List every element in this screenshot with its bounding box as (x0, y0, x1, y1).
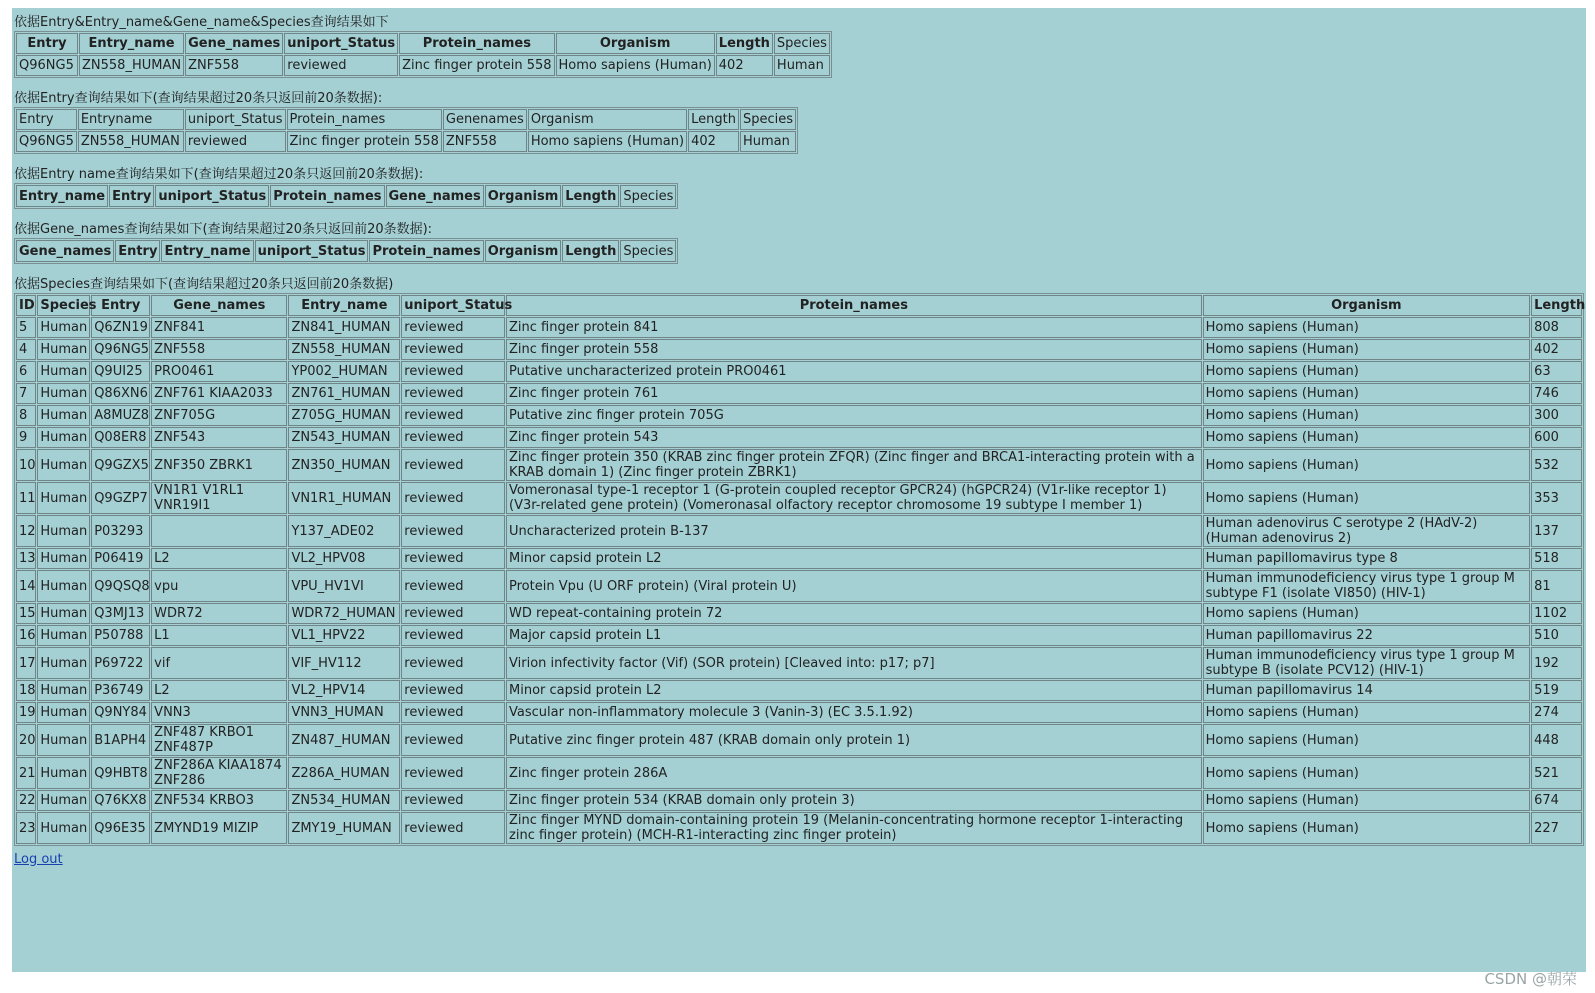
col-header: uniport_Status (155, 185, 269, 207)
cell-status: reviewed (401, 515, 505, 547)
cell-entry: Q9QSQ8 (91, 570, 150, 602)
cell-id: 6 (16, 361, 36, 382)
table-header-row (16, 185, 676, 207)
cell-entry: P69722 (91, 647, 150, 679)
cell-status: reviewed (401, 702, 505, 723)
cell-length: 532 (1531, 449, 1582, 481)
col-header: Gene_names (386, 185, 484, 207)
table-row (16, 131, 796, 152)
cell-gene-names: PRO0461 (151, 361, 287, 382)
cell-species: Human (37, 515, 90, 547)
result-page (12, 8, 1586, 972)
cell-organism: Homo sapiens (Human) (1203, 757, 1530, 789)
col-header: Organism (1203, 295, 1530, 316)
cell-gene-names: ZNF487 KRBO1 ZNF487P (151, 724, 287, 756)
cell-organism: Homo sapiens (Human) (556, 55, 715, 76)
section5-caption: 依据Species查询结果如下(查询结果超过20条只返回前20条数据) (14, 277, 394, 292)
cell-protein-names: Zinc finger protein 761 (506, 383, 1202, 404)
cell-gene-names: ZNF841 (151, 317, 287, 338)
table-row (16, 570, 1582, 602)
col-header: Entryname (78, 109, 184, 130)
cell-entry: Q96NG5 (91, 339, 150, 360)
col-header: Length (1531, 295, 1582, 316)
cell-protein-names: Minor capsid protein L2 (506, 680, 1202, 701)
cell-status: reviewed (401, 603, 505, 624)
section4-caption: 依据Gene_names查询结果如下(查询结果超过20条只返回前20条数据): (14, 222, 433, 237)
cell-id: 20 (16, 724, 36, 756)
cell-length: 402 (716, 55, 773, 76)
cell-status: reviewed (401, 449, 505, 481)
cell-gene-names: vpu (151, 570, 287, 602)
cell-gene-names: ZNF534 KRBO3 (151, 790, 287, 811)
col-header: Entry_name (288, 295, 400, 316)
cell-status: reviewed (401, 427, 505, 448)
cell-gene-names (151, 515, 287, 547)
cell-gene-names: ZNF705G (151, 405, 287, 426)
cell-entry-name: ZN558_HUMAN (288, 339, 400, 360)
cell-status: reviewed (401, 361, 505, 382)
cell-gene-names: VNN3 (151, 702, 287, 723)
cell-organism: Homo sapiens (Human) (1203, 790, 1530, 811)
cell-protein-names: Zinc finger protein 841 (506, 317, 1202, 338)
cell-entry-name: VPU_HV1VI (288, 570, 400, 602)
cell-entry-name: ZN487_HUMAN (288, 724, 400, 756)
cell-gene-names: vif (151, 647, 287, 679)
entry-query-table (14, 107, 798, 154)
cell-status: reviewed (401, 339, 505, 360)
cell-protein-names: Major capsid protein L1 (506, 625, 1202, 646)
cell-gene-names: VN1R1 V1RL1 VNR19I1 (151, 482, 287, 514)
cell-id: 12 (16, 515, 36, 547)
cell-entry: P06419 (91, 548, 150, 569)
cell-gene-names: ZNF558 (443, 131, 527, 152)
cell-organism: Homo sapiens (Human) (1203, 317, 1530, 338)
cell-species: Human (37, 603, 90, 624)
cell-entry-name: ZN543_HUMAN (288, 427, 400, 448)
table-row (16, 647, 1582, 679)
cell-gene-names: L1 (151, 625, 287, 646)
cell-species: Human (37, 570, 90, 602)
cell-status: reviewed (284, 55, 398, 76)
col-header: Species (774, 33, 830, 54)
col-header: Genenames (443, 109, 527, 130)
cell-entry: Q9HBT8 (91, 757, 150, 789)
table-row (16, 515, 1582, 547)
cell-species: Human (37, 625, 90, 646)
cell-status: reviewed (401, 317, 505, 338)
cell-organism: Homo sapiens (Human) (1203, 812, 1530, 844)
cell-entry: Q9GZX5 (91, 449, 150, 481)
cell-entry: P03293 (91, 515, 150, 547)
cell-length: 402 (1531, 339, 1582, 360)
col-header: Organism (485, 185, 562, 207)
cell-status: reviewed (185, 131, 286, 152)
cell-protein-names: Putative zinc finger protein 487 (KRAB domain only protein 1) (506, 724, 1202, 756)
cell-length: 1102 (1531, 603, 1582, 624)
col-header: Entry_name (161, 240, 253, 262)
col-header: Protein_names (369, 240, 483, 262)
cell-entry: P50788 (91, 625, 150, 646)
cell-protein-names: WD repeat-containing protein 72 (506, 603, 1202, 624)
cell-gene-names: ZNF558 (185, 55, 283, 76)
col-header: Species (37, 295, 90, 316)
cell-status: reviewed (401, 482, 505, 514)
cell-entry-name: Z705G_HUMAN (288, 405, 400, 426)
col-header: Entry (16, 109, 77, 130)
cell-protein-names: Zinc finger protein 534 (KRAB domain only protein 3) (506, 790, 1202, 811)
cell-id: 11 (16, 482, 36, 514)
cell-id: 9 (16, 427, 36, 448)
col-header: Protein_names (270, 185, 384, 207)
cell-length: 63 (1531, 361, 1582, 382)
cell-organism: Homo sapiens (Human) (1203, 405, 1530, 426)
cell-organism: Homo sapiens (Human) (1203, 339, 1530, 360)
cell-organism: Homo sapiens (Human) (1203, 482, 1530, 514)
cell-entry-name: YP002_HUMAN (288, 361, 400, 382)
cell-protein-names: Zinc finger protein 350 (KRAB zinc finger protein ZFQR) (Zinc finger and BRCA1-interacting protein with a KRAB domain 1) (Zinc finger protein ZBRK1) (506, 449, 1202, 481)
col-header: Species (620, 240, 676, 262)
cell-entry: Q9NY84 (91, 702, 150, 723)
cell-status: reviewed (401, 680, 505, 701)
cell-species: Human (740, 131, 796, 152)
cell-status: reviewed (401, 383, 505, 404)
watermark-text: CSDN @朝荣 (1484, 970, 1577, 988)
cell-protein-names: Zinc finger protein 543 (506, 427, 1202, 448)
col-header: Species (620, 185, 676, 207)
cell-id: 10 (16, 449, 36, 481)
cell-protein-names: Zinc finger protein 286A (506, 757, 1202, 789)
table-row (16, 812, 1582, 844)
cell-length: 300 (1531, 405, 1582, 426)
section2-caption: 依据Entry查询结果如下(查询结果超过20条只返回前20条数据): (14, 91, 383, 106)
cell-organism: Homo sapiens (Human) (528, 131, 687, 152)
cell-status: reviewed (401, 625, 505, 646)
cell-species: Human (37, 548, 90, 569)
col-header: Organism (528, 109, 687, 130)
col-header: Organism (485, 240, 562, 262)
gene-names-query-table (14, 238, 678, 264)
cell-gene-names: L2 (151, 548, 287, 569)
col-header: Entry (91, 295, 150, 316)
col-header: Protein_names (506, 295, 1202, 316)
table-row (16, 724, 1582, 756)
cell-status: reviewed (401, 724, 505, 756)
cell-entry-name: ZN558_HUMAN (79, 55, 184, 76)
table-header-row (16, 295, 1582, 316)
col-header: Length (716, 33, 773, 54)
cell-id: 18 (16, 680, 36, 701)
cell-gene-names: L2 (151, 680, 287, 701)
cell-entry-name: VL2_HPV14 (288, 680, 400, 701)
cell-id: 8 (16, 405, 36, 426)
cell-entry-name: VIF_HV112 (288, 647, 400, 679)
cell-length: 808 (1531, 317, 1582, 338)
table-row (16, 317, 1582, 338)
cell-length: 274 (1531, 702, 1582, 723)
col-header: Length (562, 240, 619, 262)
cell-length: 192 (1531, 647, 1582, 679)
table-row (16, 55, 830, 76)
cell-organism: Human papillomavirus 22 (1203, 625, 1530, 646)
cell-protein-names: Zinc finger protein 558 (506, 339, 1202, 360)
cell-entry: Q3MJ13 (91, 603, 150, 624)
table-row (16, 757, 1582, 789)
table-row (16, 427, 1582, 448)
table-row (16, 625, 1582, 646)
col-header: Gene_names (185, 33, 283, 54)
cell-species: Human (37, 812, 90, 844)
cell-entry-name: VN1R1_HUMAN (288, 482, 400, 514)
cell-entry-name: ZN558_HUMAN (78, 131, 184, 152)
cell-organism: Homo sapiens (Human) (1203, 603, 1530, 624)
cell-entry: Q96NG5 (16, 131, 77, 152)
col-header: ID (16, 295, 36, 316)
table-header-row (16, 33, 830, 54)
cell-species: Human (37, 724, 90, 756)
cell-length: 674 (1531, 790, 1582, 811)
col-header: Length (562, 185, 619, 207)
cell-gene-names: ZNF558 (151, 339, 287, 360)
cell-organism: Human immunodeficiency virus type 1 group M subtype B (isolate PCV12) (HIV-1) (1203, 647, 1530, 679)
cell-length: 600 (1531, 427, 1582, 448)
cell-length: 137 (1531, 515, 1582, 547)
cell-entry-name: Z286A_HUMAN (288, 757, 400, 789)
table-row (16, 790, 1582, 811)
cell-id: 7 (16, 383, 36, 404)
cell-gene-names: WDR72 (151, 603, 287, 624)
table-row (16, 449, 1582, 481)
cell-id: 19 (16, 702, 36, 723)
cell-length: 81 (1531, 570, 1582, 602)
cell-entry: Q86XN6 (91, 383, 150, 404)
col-header: Protein_names (399, 33, 554, 54)
cell-id: 13 (16, 548, 36, 569)
cell-species: Human (37, 383, 90, 404)
cell-protein-names: Minor capsid protein L2 (506, 548, 1202, 569)
cell-id: 14 (16, 570, 36, 602)
cell-id: 4 (16, 339, 36, 360)
table-row (16, 603, 1582, 624)
col-header: uniport_Status (284, 33, 398, 54)
col-header: Protein_names (287, 109, 442, 130)
cell-entry-name: VNN3_HUMAN (288, 702, 400, 723)
table-row (16, 383, 1582, 404)
cell-entry: B1APH4 (91, 724, 150, 756)
col-header: uniport_Status (185, 109, 286, 130)
cell-species: Human (37, 449, 90, 481)
table-row (16, 702, 1582, 723)
table-row (16, 405, 1582, 426)
cell-protein-names: Putative uncharacterized protein PRO0461 (506, 361, 1202, 382)
cell-entry-name: ZMY19_HUMAN (288, 812, 400, 844)
cell-status: reviewed (401, 570, 505, 602)
cell-organism: Homo sapiens (Human) (1203, 383, 1530, 404)
col-header: uniport_Status (255, 240, 369, 262)
cell-species: Human (37, 757, 90, 789)
cell-length: 746 (1531, 383, 1582, 404)
cell-organism: Homo sapiens (Human) (1203, 702, 1530, 723)
entry-name-query-table (14, 183, 678, 209)
cell-length: 353 (1531, 482, 1582, 514)
cell-id: 22 (16, 790, 36, 811)
cell-entry-name: VL1_HPV22 (288, 625, 400, 646)
cell-gene-names: ZNF286A KIAA1874 ZNF286 (151, 757, 287, 789)
cell-protein-names: Zinc finger MYND domain-containing protein 19 (Melanin-concentrating hormone receptor 1-interacting zinc finger protein) (MCH-R1-interacting zinc finger protein) (506, 812, 1202, 844)
cell-species: Human (37, 361, 90, 382)
cell-entry: Q76KX8 (91, 790, 150, 811)
cell-organism: Homo sapiens (Human) (1203, 449, 1530, 481)
cell-entry: Q96NG5 (16, 55, 78, 76)
cell-organism: Human adenovirus C serotype 2 (HAdV-2) (Human adenovirus 2) (1203, 515, 1530, 547)
cell-species: Human (774, 55, 830, 76)
combined-query-table (14, 31, 832, 78)
cell-entry-name: VL2_HPV08 (288, 548, 400, 569)
cell-length: 448 (1531, 724, 1582, 756)
cell-gene-names: ZNF543 (151, 427, 287, 448)
cell-organism: Homo sapiens (Human) (1203, 427, 1530, 448)
table-row (16, 548, 1582, 569)
species-query-table (14, 293, 1584, 846)
cell-gene-names: ZMYND19 MIZIP (151, 812, 287, 844)
col-header: Entry (115, 240, 160, 262)
cell-status: reviewed (401, 405, 505, 426)
cell-species: Human (37, 647, 90, 679)
cell-organism: Homo sapiens (Human) (1203, 724, 1530, 756)
cell-entry-name: ZN761_HUMAN (288, 383, 400, 404)
cell-gene-names: ZNF350 ZBRK1 (151, 449, 287, 481)
cell-length: 519 (1531, 680, 1582, 701)
cell-length: 227 (1531, 812, 1582, 844)
cell-species: Human (37, 317, 90, 338)
cell-species: Human (37, 482, 90, 514)
cell-entry: Q96E35 (91, 812, 150, 844)
cell-id: 5 (16, 317, 36, 338)
cell-protein-names: Protein Vpu (U ORF protein) (Viral protein U) (506, 570, 1202, 602)
section1-caption: 依据Entry&Entry_name&Gene_name&Species查询结果如下 (14, 15, 389, 30)
cell-entry: Q6ZN19 (91, 317, 150, 338)
cell-entry: Q08ER8 (91, 427, 150, 448)
cell-organism: Human immunodeficiency virus type 1 group M subtype F1 (isolate VI850) (HIV-1) (1203, 570, 1530, 602)
cell-entry-name: ZN841_HUMAN (288, 317, 400, 338)
table-row (16, 339, 1582, 360)
cell-species: Human (37, 790, 90, 811)
table-row (16, 361, 1582, 382)
cell-organism: Human papillomavirus 14 (1203, 680, 1530, 701)
cell-length: 521 (1531, 757, 1582, 789)
table-row (16, 482, 1582, 514)
cell-entry-name: Y137_ADE02 (288, 515, 400, 547)
cell-status: reviewed (401, 790, 505, 811)
cell-id: 16 (16, 625, 36, 646)
cell-protein-names: Vomeronasal type-1 receptor 1 (G-protein coupled receptor GPCR24) (hGPCR24) (V1r-like receptor 1) (V3r-related gene protein) (Vomeronasal olfactory receptor chromosome 19 subtype I member 1) (506, 482, 1202, 514)
cell-status: reviewed (401, 548, 505, 569)
cell-species: Human (37, 405, 90, 426)
cell-length: 518 (1531, 548, 1582, 569)
cell-protein-names: Uncharacterized protein B-137 (506, 515, 1202, 547)
cell-id: 17 (16, 647, 36, 679)
cell-entry-name: WDR72_HUMAN (288, 603, 400, 624)
cell-entry: Q9GZP7 (91, 482, 150, 514)
cell-protein-names: Virion infectivity factor (Vif) (SOR protein) [Cleaved into: p17; p7] (506, 647, 1202, 679)
col-header: uniport_Status (401, 295, 505, 316)
cell-organism: Homo sapiens (Human) (1203, 361, 1530, 382)
cell-status: reviewed (401, 757, 505, 789)
col-header: Gene_names (16, 240, 114, 262)
cell-species: Human (37, 339, 90, 360)
cell-entry-name: ZN350_HUMAN (288, 449, 400, 481)
table-row (16, 680, 1582, 701)
col-header: Organism (556, 33, 715, 54)
col-header: Length (688, 109, 739, 130)
col-header: Entry (109, 185, 154, 207)
cell-id: 15 (16, 603, 36, 624)
cell-length: 402 (688, 131, 739, 152)
cell-protein-names: Zinc finger protein 558 (399, 55, 554, 76)
cell-species: Human (37, 680, 90, 701)
cell-species: Human (37, 702, 90, 723)
cell-status: reviewed (401, 647, 505, 679)
cell-entry: A8MUZ8 (91, 405, 150, 426)
cell-status: reviewed (401, 812, 505, 844)
col-header: Entry_name (79, 33, 184, 54)
cell-protein-names: Zinc finger protein 558 (287, 131, 442, 152)
cell-entry: P36749 (91, 680, 150, 701)
cell-entry-name: ZN534_HUMAN (288, 790, 400, 811)
col-header: Entry (16, 33, 78, 54)
col-header: Species (740, 109, 796, 130)
cell-gene-names: ZNF761 KIAA2033 (151, 383, 287, 404)
col-header: Gene_names (151, 295, 287, 316)
section3-caption: 依据Entry name查询结果如下(查询结果超过20条只返回前20条数据): (14, 167, 424, 182)
logout-link[interactable]: Log out (14, 852, 63, 867)
cell-organism: Human papillomavirus type 8 (1203, 548, 1530, 569)
cell-id: 23 (16, 812, 36, 844)
table-header-row (16, 240, 676, 262)
cell-protein-names: Vascular non-inflammatory molecule 3 (Vanin-3) (EC 3.5.1.92) (506, 702, 1202, 723)
cell-protein-names: Putative zinc finger protein 705G (506, 405, 1202, 426)
cell-species: Human (37, 427, 90, 448)
cell-entry: Q9UI25 (91, 361, 150, 382)
col-header: Entry_name (16, 185, 108, 207)
table-header-row (16, 109, 796, 130)
cell-id: 21 (16, 757, 36, 789)
cell-length: 510 (1531, 625, 1582, 646)
